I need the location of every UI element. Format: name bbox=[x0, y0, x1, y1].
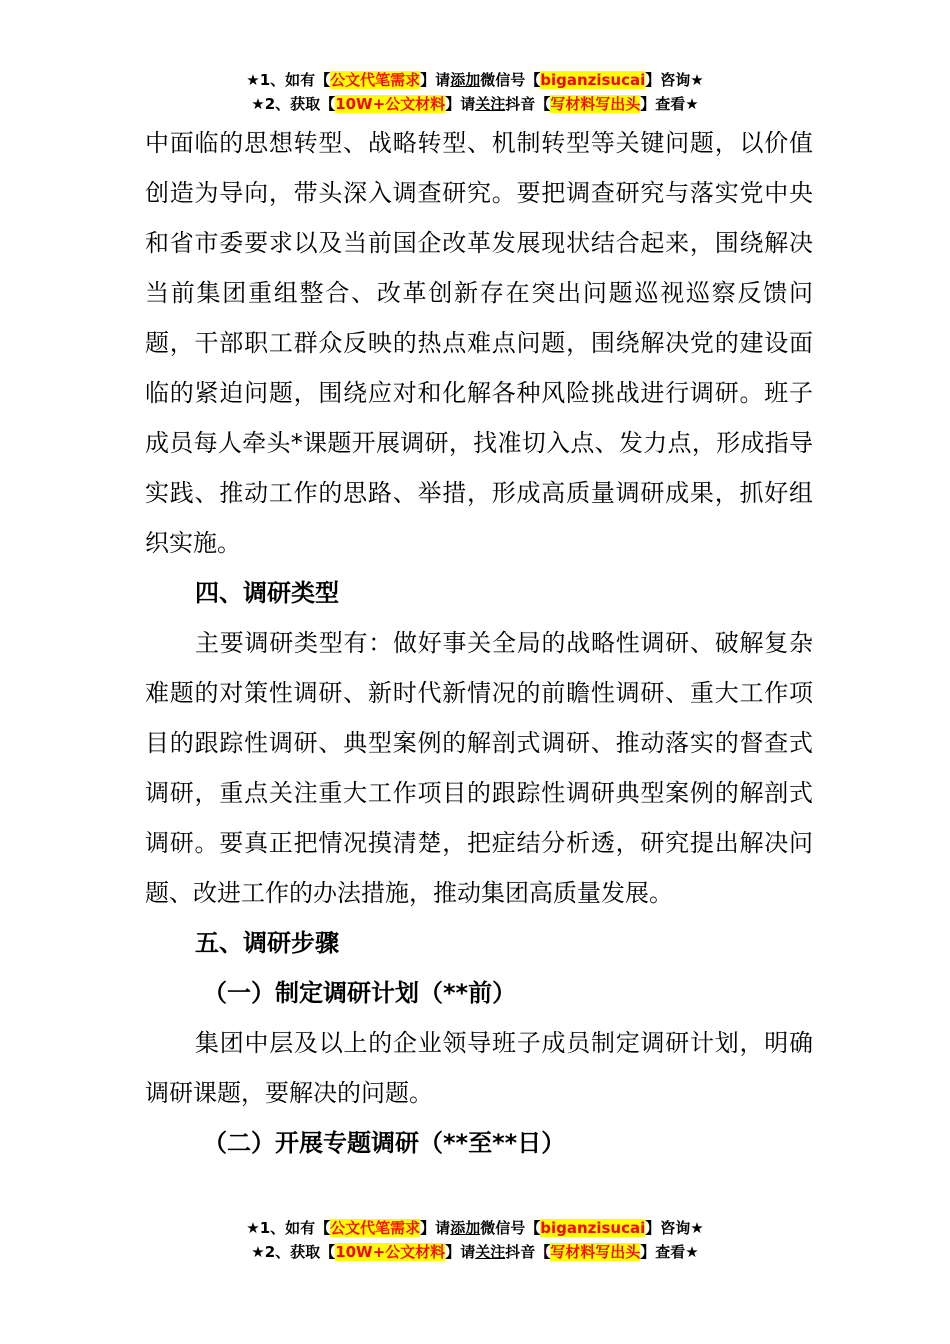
heading-research-steps: 五、调研步骤 bbox=[195, 929, 339, 957]
paragraph-1: 中面临的思想转型、战略转型、机制转型等关键问题，以价值创造为导向，带头深入调查研究。要把调查研究与落实党中央和省市委要求以及当前国企改革发展现状结合起来，围绕解决当前集团重组整合、改革创新存在突出问题巡视巡察反馈问题，干部职工群众反映的热点难点问题，围绕解决党的建设面临的紧迫问题，围绕应对和化解各种风险挑战进行调研。班子成员每人牵头*课题开展调研，找准切入点、发力点，形成指导实践、推动工作的思路、举措，形成高质量调研成果，抓好组织实施。 bbox=[145, 129, 813, 557]
banner-line-2: ★2、获取【10W+公文材料】请关注抖音【写材料写出头】查看★ bbox=[251, 95, 699, 113]
document-body bbox=[145, 118, 813, 1168]
top-banner bbox=[0, 68, 950, 116]
banner-line-2-bottom: ★2、获取【10W+公文材料】请关注抖音【写材料写出头】查看★ bbox=[251, 1243, 699, 1261]
highlight-materials: 10W+公文材料 bbox=[335, 95, 446, 113]
bottom-banner bbox=[0, 1216, 950, 1264]
highlight-service: 公文代笔需求 bbox=[330, 71, 421, 89]
heading-research-types: 四、调研类型 bbox=[195, 579, 339, 607]
banner-line-1-bottom: ★1、如有【公文代笔需求】请添加微信号【biganzisucai】咨询★ bbox=[246, 1219, 704, 1237]
highlight-wechat-id: biganzisucai bbox=[540, 71, 646, 89]
subheading-plan: （一）制定调研计划（**前） bbox=[203, 979, 517, 1007]
highlight-douyin: 写材料写出头 bbox=[550, 95, 641, 113]
subheading-special-research: （二）开展专题调研（**至**日） bbox=[203, 1129, 566, 1157]
banner-line-1: ★1、如有【公文代笔需求】请添加微信号【biganzisucai】咨询★ bbox=[246, 71, 704, 89]
paragraph-3: 集团中层及以上的企业领导班子成员制定调研计划，明确调研课题，要解决的问题。 bbox=[145, 1029, 813, 1107]
paragraph-2: 主要调研类型有：做好事关全局的战略性调研、破解复杂难题的对策性调研、新时代新情况的前瞻性调研、重大工作项目的跟踪性调研、典型案例的解剖式调研、推动落实的督查式调研，重点关注重大工作项目的跟踪性调研典型案例的解剖式调研。要真正把情况摸清楚，把症结分析透，研究提出解决问题、改进工作的办法措施，推动集团高质量发展。 bbox=[145, 629, 813, 907]
